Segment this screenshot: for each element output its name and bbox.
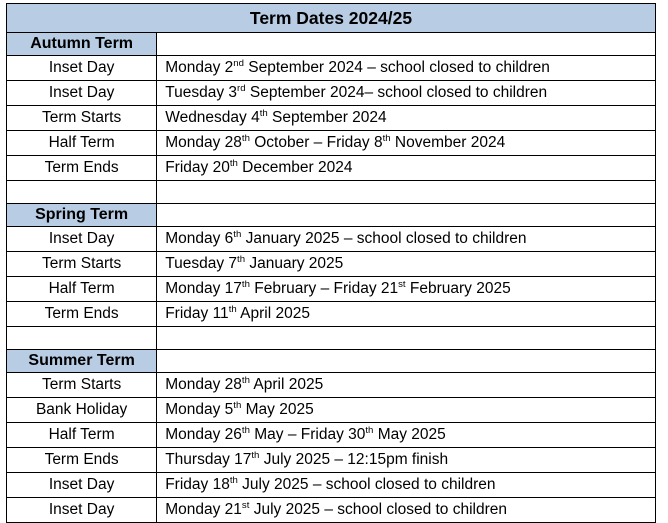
event-label-cell: Inset Day	[7, 498, 157, 523]
table-row	[7, 227, 656, 252]
event-date-cell: Friday 20th December 2024	[157, 156, 656, 181]
page-title: Term Dates 2024/25	[7, 4, 656, 33]
term-dates-table	[6, 3, 656, 523]
event-label-cell: Inset Day	[7, 81, 157, 106]
table-title-row	[7, 4, 656, 33]
event-label-cell: Half Term	[7, 423, 157, 448]
event-date-cell: Tuesday 7th January 2025	[157, 252, 656, 277]
spacer-label-cell	[7, 181, 157, 204]
event-label-cell: Bank Holiday	[7, 398, 157, 423]
spacer-label-cell	[7, 327, 157, 350]
ordinal-suffix: th	[241, 424, 250, 436]
ordinal-suffix: rd	[237, 82, 246, 94]
table-row	[7, 498, 656, 523]
table-row	[7, 302, 656, 327]
event-date-cell: Monday 6th January 2025 – school closed to children	[157, 227, 656, 252]
table-row	[7, 156, 656, 181]
section-spacer-row	[7, 327, 656, 350]
ordinal-suffix: th	[382, 132, 391, 144]
event-date-cell: Monday 28th October – Friday 8th November 2024	[157, 131, 656, 156]
event-date-cell: Monday 21st July 2025 – school closed to children	[157, 498, 656, 523]
term-section-header-empty-cell	[157, 350, 656, 373]
table-row	[7, 398, 656, 423]
ordinal-suffix: st	[398, 278, 406, 290]
event-date-cell: Tuesday 3rd September 2024– school closed to children	[157, 81, 656, 106]
event-date-cell: Monday 26th May – Friday 30th May 2025	[157, 423, 656, 448]
event-date-cell: Monday 28th April 2025	[157, 373, 656, 398]
event-label-cell: Term Starts	[7, 252, 157, 277]
term-section-header-row	[7, 204, 656, 227]
spacer-value-cell	[157, 181, 656, 204]
ordinal-suffix: nd	[233, 57, 244, 69]
ordinal-suffix: th	[233, 228, 242, 240]
spacer-value-cell	[157, 327, 656, 350]
ordinal-suffix: th	[241, 374, 250, 386]
ordinal-suffix: th	[228, 303, 237, 315]
event-label-cell: Inset Day	[7, 227, 157, 252]
event-label-cell: Half Term	[7, 277, 157, 302]
event-date-cell: Monday 5th May 2025	[157, 398, 656, 423]
ordinal-suffix: th	[241, 278, 250, 290]
table-row	[7, 131, 656, 156]
ordinal-suffix: th	[229, 157, 238, 169]
event-date-cell: Monday 2nd September 2024 – school closed to children	[157, 56, 656, 81]
table-row	[7, 423, 656, 448]
event-date-cell: Friday 18th July 2025 – school closed to children	[157, 473, 656, 498]
event-label-cell: Half Term	[7, 131, 157, 156]
table-row	[7, 252, 656, 277]
term-section-header-row	[7, 33, 656, 56]
event-label-cell: Term Ends	[7, 156, 157, 181]
ordinal-suffix: th	[251, 449, 260, 461]
table-row	[7, 106, 656, 131]
event-label-cell: Inset Day	[7, 56, 157, 81]
ordinal-suffix: st	[241, 499, 250, 511]
ordinal-suffix: th	[229, 474, 238, 486]
table-row	[7, 373, 656, 398]
table-row	[7, 56, 656, 81]
table-row	[7, 277, 656, 302]
event-date-cell: Monday 17th February – Friday 21st February 2025	[157, 277, 656, 302]
event-date-cell: Wednesday 4th September 2024	[157, 106, 656, 131]
event-label-cell: Term Starts	[7, 106, 157, 131]
term-section-name: Spring Term	[7, 204, 157, 227]
term-section-header-empty-cell	[157, 204, 656, 227]
ordinal-suffix: th	[259, 107, 268, 119]
term-dates-body	[7, 4, 656, 523]
ordinal-suffix: th	[233, 399, 242, 411]
ordinal-suffix: th	[241, 132, 250, 144]
term-section-header-row	[7, 350, 656, 373]
ordinal-suffix: th	[365, 424, 374, 436]
term-section-name: Autumn Term	[7, 33, 157, 56]
event-label-cell: Term Ends	[7, 302, 157, 327]
event-date-cell: Thursday 17th July 2025 – 12:15pm finish	[157, 448, 656, 473]
section-spacer-row	[7, 181, 656, 204]
table-row	[7, 81, 656, 106]
event-date-cell: Friday 11th April 2025	[157, 302, 656, 327]
table-row	[7, 448, 656, 473]
table-row	[7, 473, 656, 498]
event-label-cell: Inset Day	[7, 473, 157, 498]
ordinal-suffix: th	[237, 253, 246, 265]
event-label-cell: Term Ends	[7, 448, 157, 473]
event-label-cell: Term Starts	[7, 373, 157, 398]
term-section-name: Summer Term	[7, 350, 157, 373]
term-section-header-empty-cell	[157, 33, 656, 56]
